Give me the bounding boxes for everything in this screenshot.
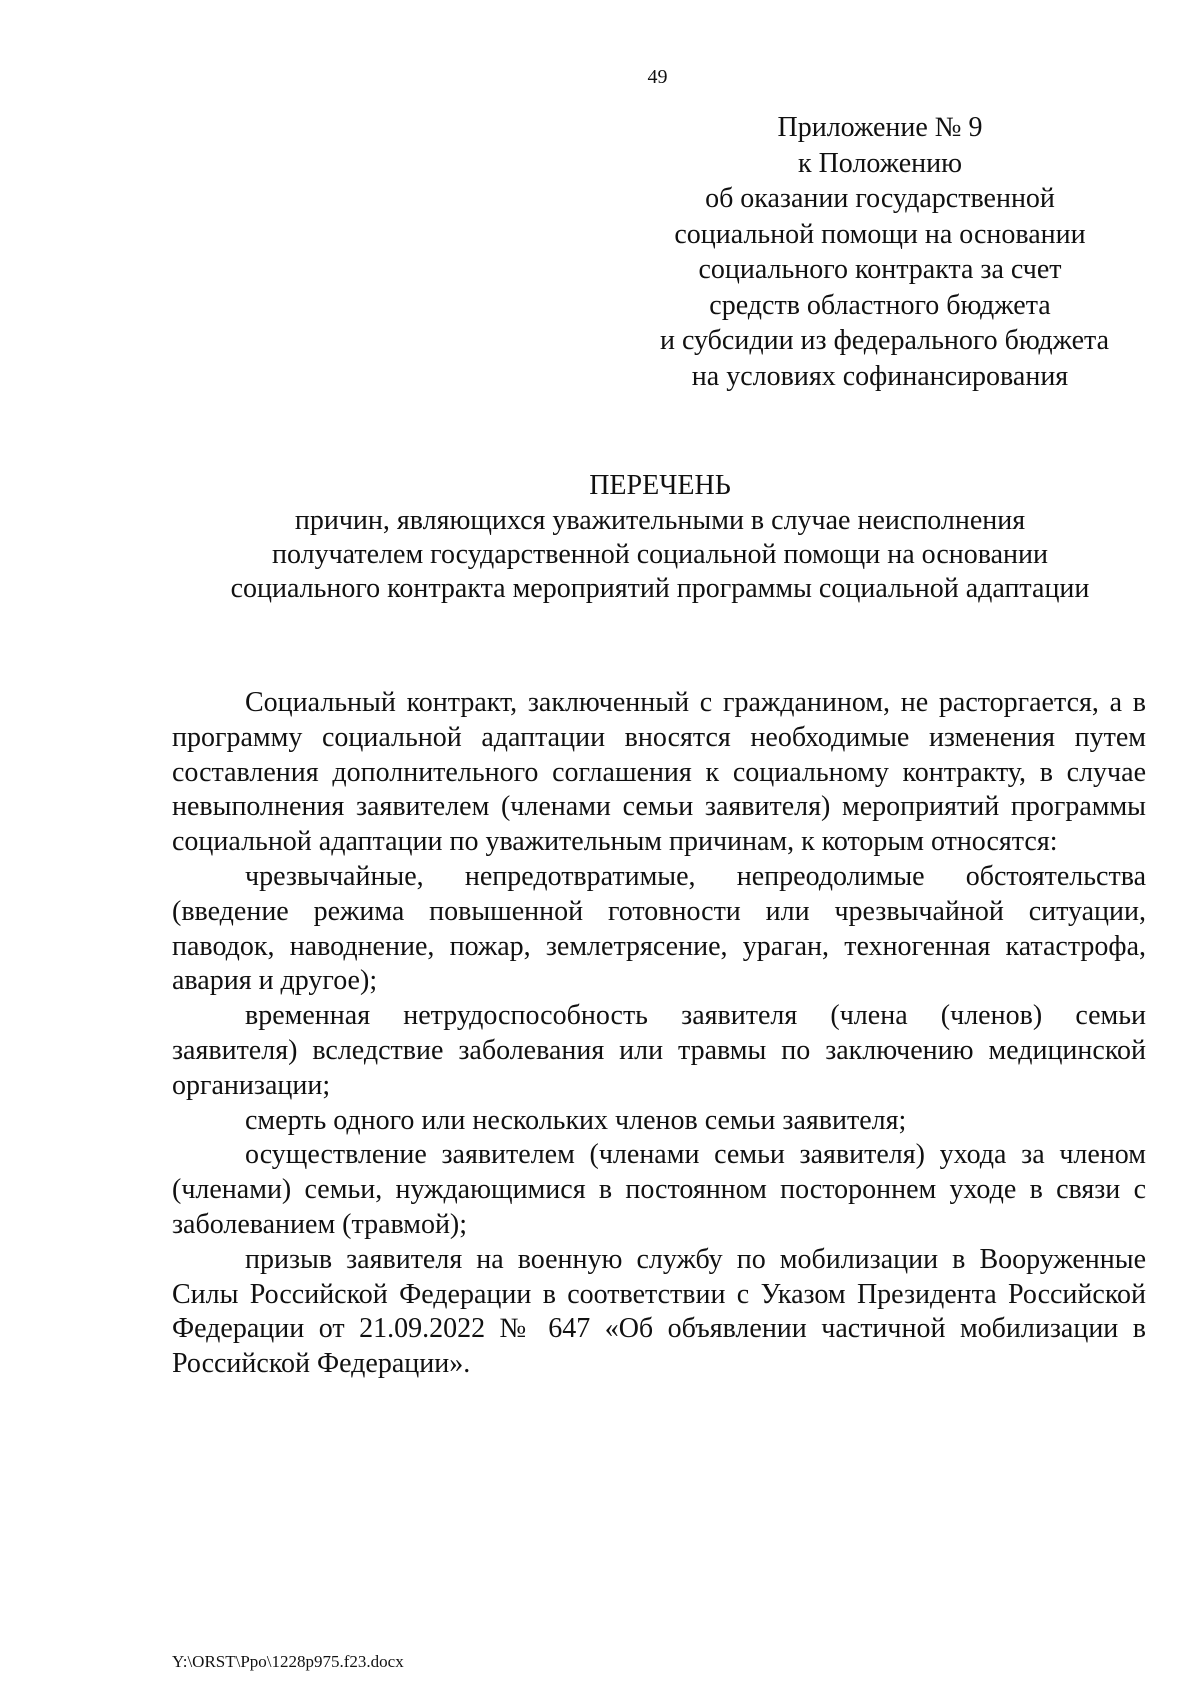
body-paragraph-mobilization: призыв заявителя на военную службу по мобилизации в Вооруженные Силы Российской Федерации в соответствии с Указом Президента Российской Федерации от 21.09.2022 № 647 «Об объявлении частичной мобилизации в Российской Федерации». [172,1243,1146,1380]
appendix-line: об оказании государственной [705,183,1055,214]
appendix-header [660,110,1110,394]
appendix-line: социальной помощи на основании [674,218,1086,250]
document-subtitle-line: получателем государственной социальной помощи на основании [272,539,1048,570]
body-paragraph-death: смерть одного или нескольких членов семьи заявителя; [245,1104,907,1136]
body-paragraph-emergency: чрезвычайные, непредотвратимые, непреодолимые обстоятельства (введение режима повышенной готовности или чрезвычайной ситуации, паводок, наводнение, пожар, землетрясение, ураган, техногенная катастрофа, авария и другое); [172,860,1146,997]
document-subtitle-line: причин, являющихся уважительными в случае неисполнения [294,505,1026,536]
appendix-line: социального контракта за счет [698,254,1062,285]
document-subtitle-line: социального контракта мероприятий программы социальной адаптации [230,573,1090,604]
appendix-line: и субсидии из федерального бюджета [660,325,1110,356]
footer-file-path: Y:\ORST\Ppo\1228p975.f23.docx [172,1652,404,1671]
body-paragraph-disability: временная нетрудоспособность заявителя (члена (членов) семьи заявителя) вследствие заболевания или травмы по заключению медицинской организации; [172,1000,1146,1101]
appendix-line: на условиях софинансирования [691,360,1069,392]
document-title-block [130,469,1190,606]
body-paragraph-care: осуществление заявителем (членами семьи заявителя) ухода за членом (членами) семьи, нуждающимися в постоянном постороннем уходе в связи с заболеванием (травмой); [172,1139,1146,1240]
document-title: ПЕРЕЧЕНЬ [589,470,731,501]
document-body [172,686,1146,1382]
appendix-line: Приложение № 9 [777,112,983,143]
appendix-line: средств областного бюджета [709,289,1051,321]
page-number: 49 [647,66,668,88]
body-paragraph-intro: Социальный контракт, заключенный с гражданином, не расторгается, а в программу социальной адаптации вносятся необходимые изменения путем составления дополнительного соглашения к социальному контракту, в случае невыполнения заявителем (членами семьи заявителя) мероприятий программы социальной адаптации по уважительным причинам, к которым относятся: [172,687,1146,858]
appendix-line: к Положению [797,147,963,179]
